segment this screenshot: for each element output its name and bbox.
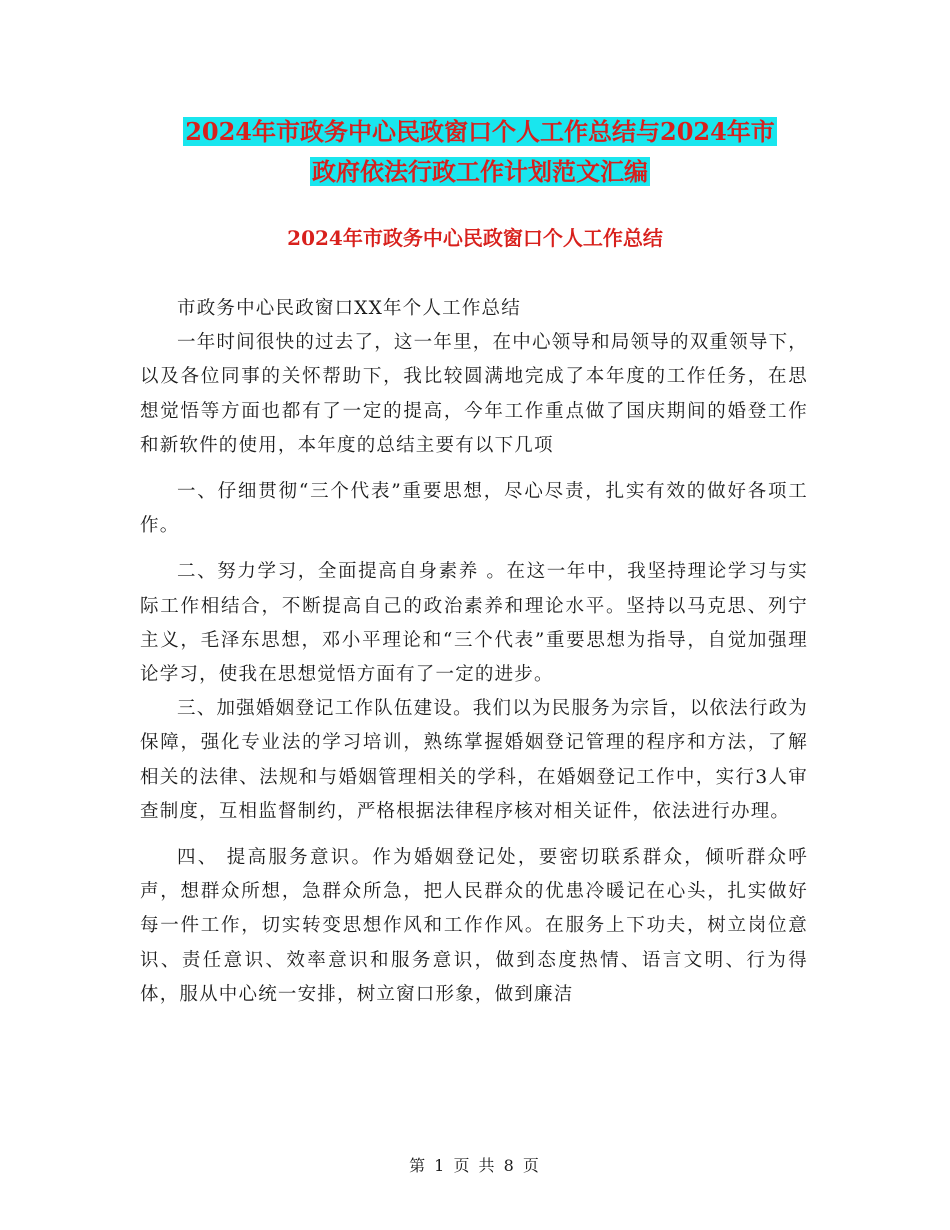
paragraph-point-1: 一、仔细贯彻“三个代表”重要思想，尽心尽责，扎实有效的做好各项工作。 [140, 481, 808, 537]
page-footer: 第 1 页 共 8 页 [409, 1156, 541, 1175]
paragraph-point-3: 三、加强婚姻登记工作队伍建设。我们以为民服务为宗旨，以依法行政为保障，强化专业法的学习培训，熟练掌握婚姻登记管理的程序和方法，了解相关的法律、法规和与婚姻管理相关的学科，在婚姻登记工作中，实行3人审查制度，互相监督制约，严格根据法律程序核对相关证件，依法进行办理。 [140, 698, 808, 822]
document-body [140, 292, 808, 1012]
paragraph-point-4: 四、 提高服务意识。作为婚姻登记处，要密切联系群众，倾听群众呼声，想群众所想，急群众所急，把人民群众的优患冷暖记在心头，扎实做好每一件工作，切实转变思想作风和工作作风。在服务上下功夫，树立岗位意识、责任意识、效率意识和服务意识，做到态度热情、语言文明、行为得体，服从中心统一安排，树立窗口形象，做到廉洁 [140, 847, 808, 1005]
section-title: 2024年市政务中心民政窗口个人工作总结 [287, 226, 663, 250]
paragraph-point-2: 二、努力学习，全面提高自身素养 。在这一年中，我坚持理论学习与实际工作相结合，不断提高自己的政治素养和理论水平。坚持以马克思、列宁主义，毛泽东思想，邓小平理论和“三个代表”重要思想为指导，自觉加强理论学习，使我在思想觉悟方面有了一定的进步。 [140, 561, 808, 686]
document-title-line-2: 政府依法行政工作计划范文汇编 [312, 157, 648, 186]
paragraph-subtitle: 市政务中心民政窗口XX年个人工作总结 [177, 298, 521, 319]
paragraph-intro: 一年时间很快的过去了，这一年里，在中心领导和局领导的双重领导下，以及各位同事的关怀帮助下，我比较圆满地完成了本年度的工作任务，在思想觉悟等方面也都有了一定的提高，今年工作重点做了国庆期间的婚登工作和新软件的使用，本年度的总结主要有以下几项 [140, 332, 808, 456]
document-title [130, 112, 830, 192]
document-title-line-1: 2024年市政务中心民政窗口个人工作总结与2024年市 [185, 117, 775, 146]
